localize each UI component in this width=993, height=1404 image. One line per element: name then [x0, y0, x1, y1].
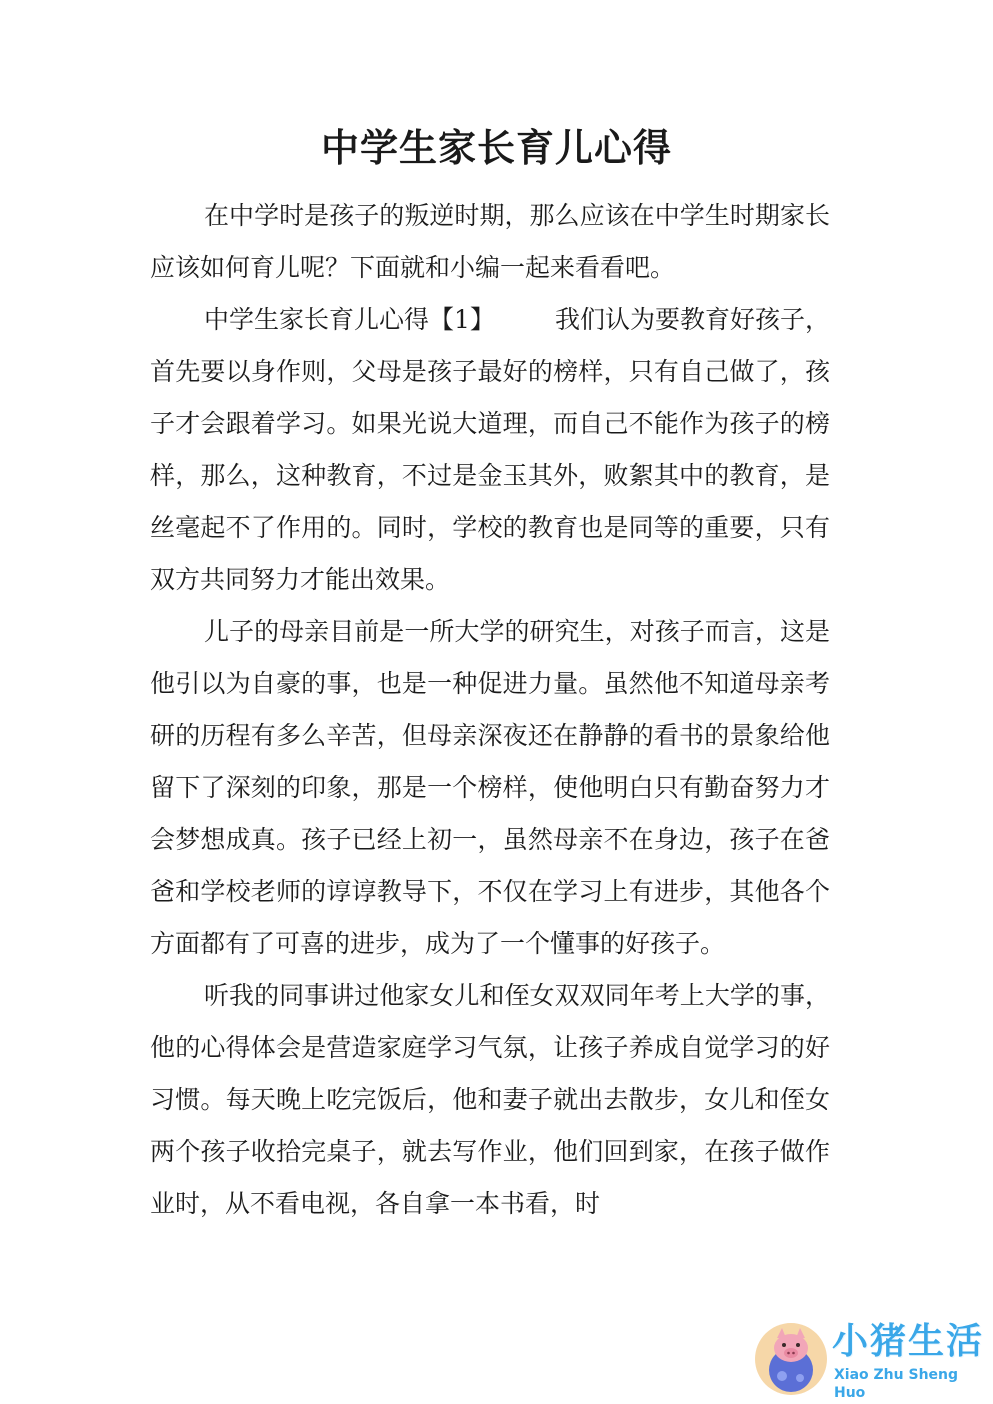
pig-mascot-icon [752, 1318, 830, 1396]
paragraph-section-1 [150, 294, 830, 606]
paragraph-text: 在中学时是孩子的叛逆时期，那么应该在中学生时期家长应该如何育儿呢？下面就和小编一起来看看吧。 [150, 201, 830, 282]
watermark-subtitle: Xiao Zhu Sheng Huo [834, 1367, 959, 1401]
paragraph-text: 我们认为要教育好孩子，首先要以身作则，父母是孩子最好的榜样，只有自己做了，孩子才会跟着学习。如果光说大道理，而自己不能作为孩子的榜样，那么，这种教育，不过是金玉其外，败絮其中的教育，是丝毫起不了作用的。同时，学校的教育也是同等的重要，只有双方共同努力才能出效果。 [150, 305, 830, 594]
paragraph-colleague [150, 970, 830, 1230]
section-heading: 中学生家长育儿心得【1】 [204, 305, 495, 334]
paragraph-intro [150, 190, 830, 294]
paragraph-text: 听我的同事讲过他家女儿和侄女双双同年考上大学的事，他的心得体会是营造家庭学习气氛，让孩子养成自觉学习的好习惯。每天晚上吃完饭后，他和妻子就出去散步，女儿和侄女两个孩子收拾完桌子，就去写作业，他们回到家，在孩子做作业时，从不看电视，各自拿一本书看，时 [150, 981, 830, 1218]
watermark-title: 小猪生活 [832, 1321, 985, 1362]
document-body [150, 190, 830, 1230]
paragraph-mother [150, 606, 830, 970]
watermark-logo [752, 1318, 988, 1401]
paragraph-text: 儿子的母亲目前是一所大学的研究生，对孩子而言，这是他引以为自豪的事，也是一种促进力量。虽然他不知道母亲考研的历程有多么辛苦，但母亲深夜还在静静的看书的景象给他留下了深刻的印象，那是一个榜样，使他明白只有勤奋努力才会梦想成真。孩子已经上初一，虽然母亲不在身边，孩子在爸爸和学校老师的谆谆教导下，不仅在学习上有进步，其他各个方面都有了可喜的进步，成为了一个懂事的好孩子。 [150, 617, 830, 958]
page-title: 中学生家长育儿心得 [320, 125, 672, 170]
